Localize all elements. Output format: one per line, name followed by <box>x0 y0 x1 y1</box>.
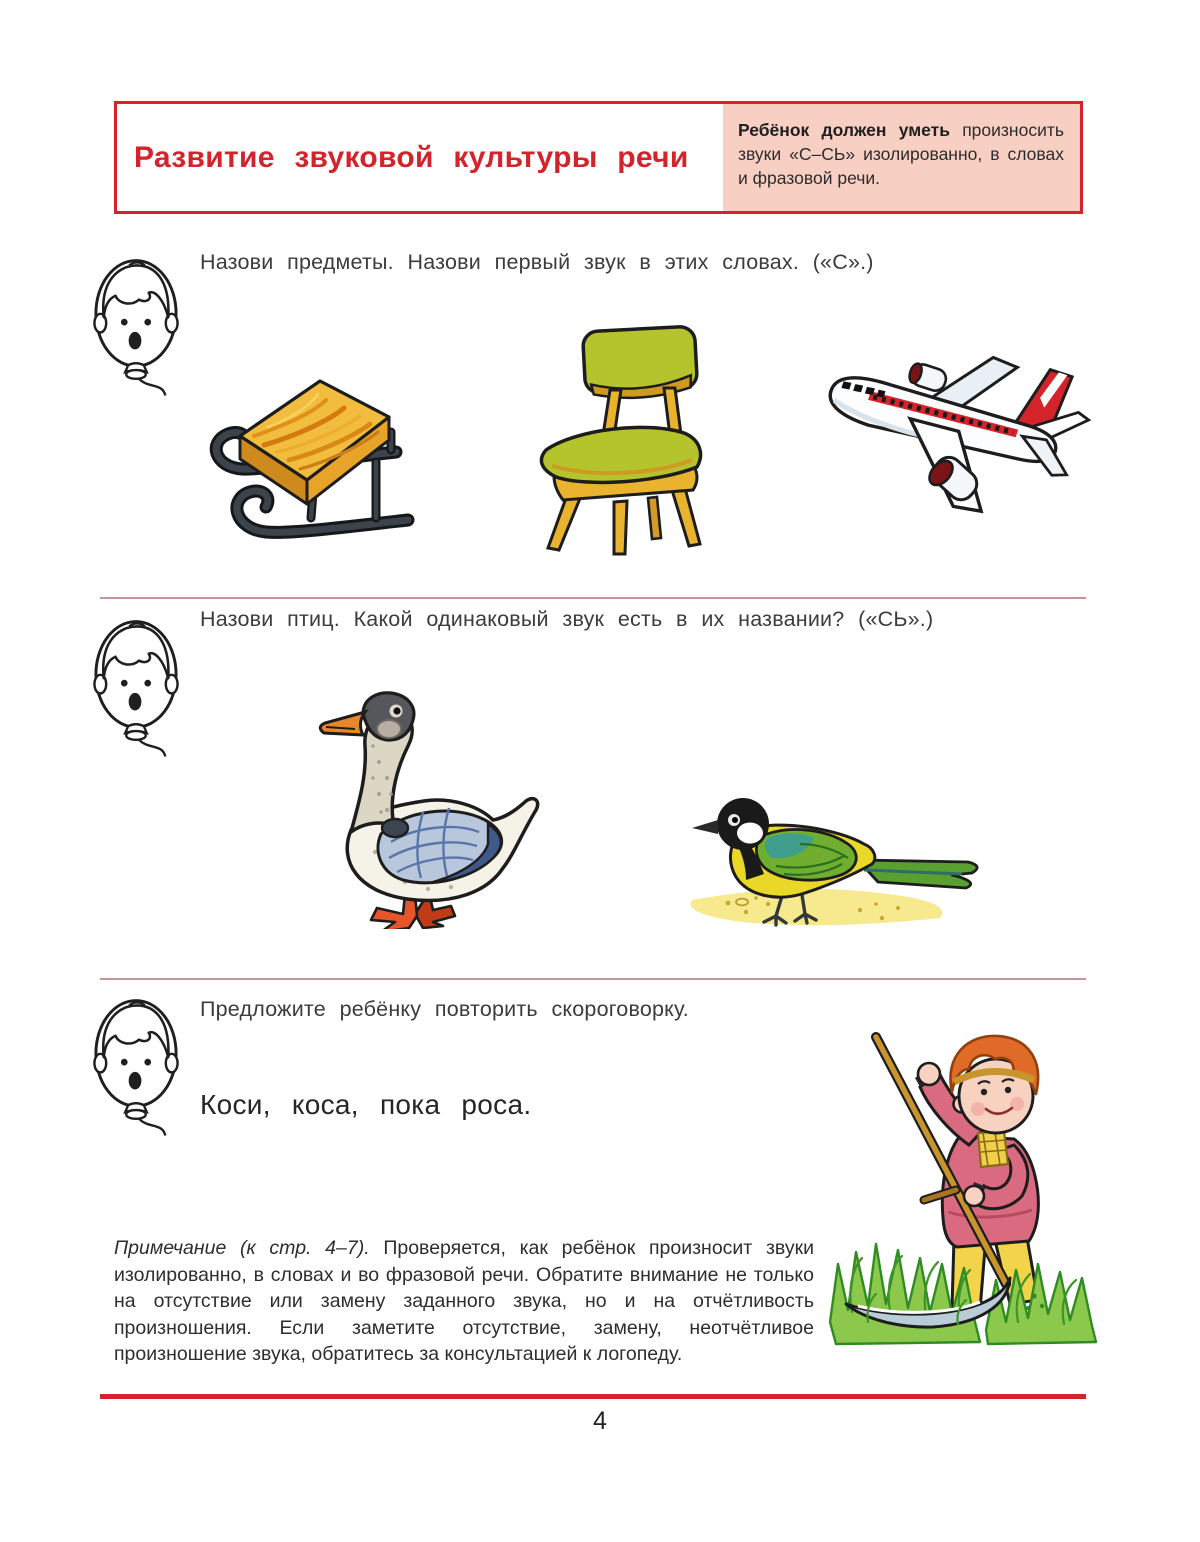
task1-instruction: Назови предметы. Назови первый звук в этих словах. («С».) <box>200 250 874 274</box>
speaking-child-balloon-icon <box>92 614 180 764</box>
bottom-rule <box>100 1394 1086 1399</box>
page-number: 4 <box>593 1407 607 1435</box>
footnote-lead: Примечание (к стр. 4–7). <box>114 1237 370 1259</box>
task2-instruction: Назови птиц. Какой одинаковый звук есть в их названии? («СЬ».) <box>200 607 934 631</box>
task3-instruction: Предложите ребёнку повторить скороговорку. <box>200 997 689 1021</box>
footnote-text: Проверяется, как ребёнок произносит звуки изолированно, в словах и во фразовой речи. Обратите внимание не только на отсутствие или замену заданного звука, но и на отчётливость произношения. Если заметите отсутствие, замену, неотчётливое произношение звука, обратитесь за консультацией к логопеду. <box>114 1237 814 1365</box>
airplane-illustration <box>808 315 1100 562</box>
tongue-twister-text: Коси, коса, пока роса. <box>200 1089 532 1120</box>
section-divider <box>100 978 1086 980</box>
goose-illustration <box>283 682 555 929</box>
chapter-header <box>114 101 1083 214</box>
page-title: Развитие звуковой культуры речи <box>134 140 689 174</box>
tit-bird-illustration <box>650 778 997 935</box>
footnote <box>114 1235 814 1368</box>
speaking-child-balloon-icon <box>92 253 180 403</box>
section-divider <box>100 597 1086 599</box>
requirement-text: произносить звуки «С–СЬ» изолированно, в словах и фразовой речи. <box>738 120 1064 189</box>
boy-mowing-illustration <box>828 1012 1115 1354</box>
skill-requirement-panel <box>723 104 1080 211</box>
sled-illustration <box>192 348 424 560</box>
speaking-child-balloon-icon <box>92 993 180 1143</box>
chair-illustration <box>526 320 718 557</box>
requirement-lead: Ребёнок должен уметь <box>738 120 950 140</box>
